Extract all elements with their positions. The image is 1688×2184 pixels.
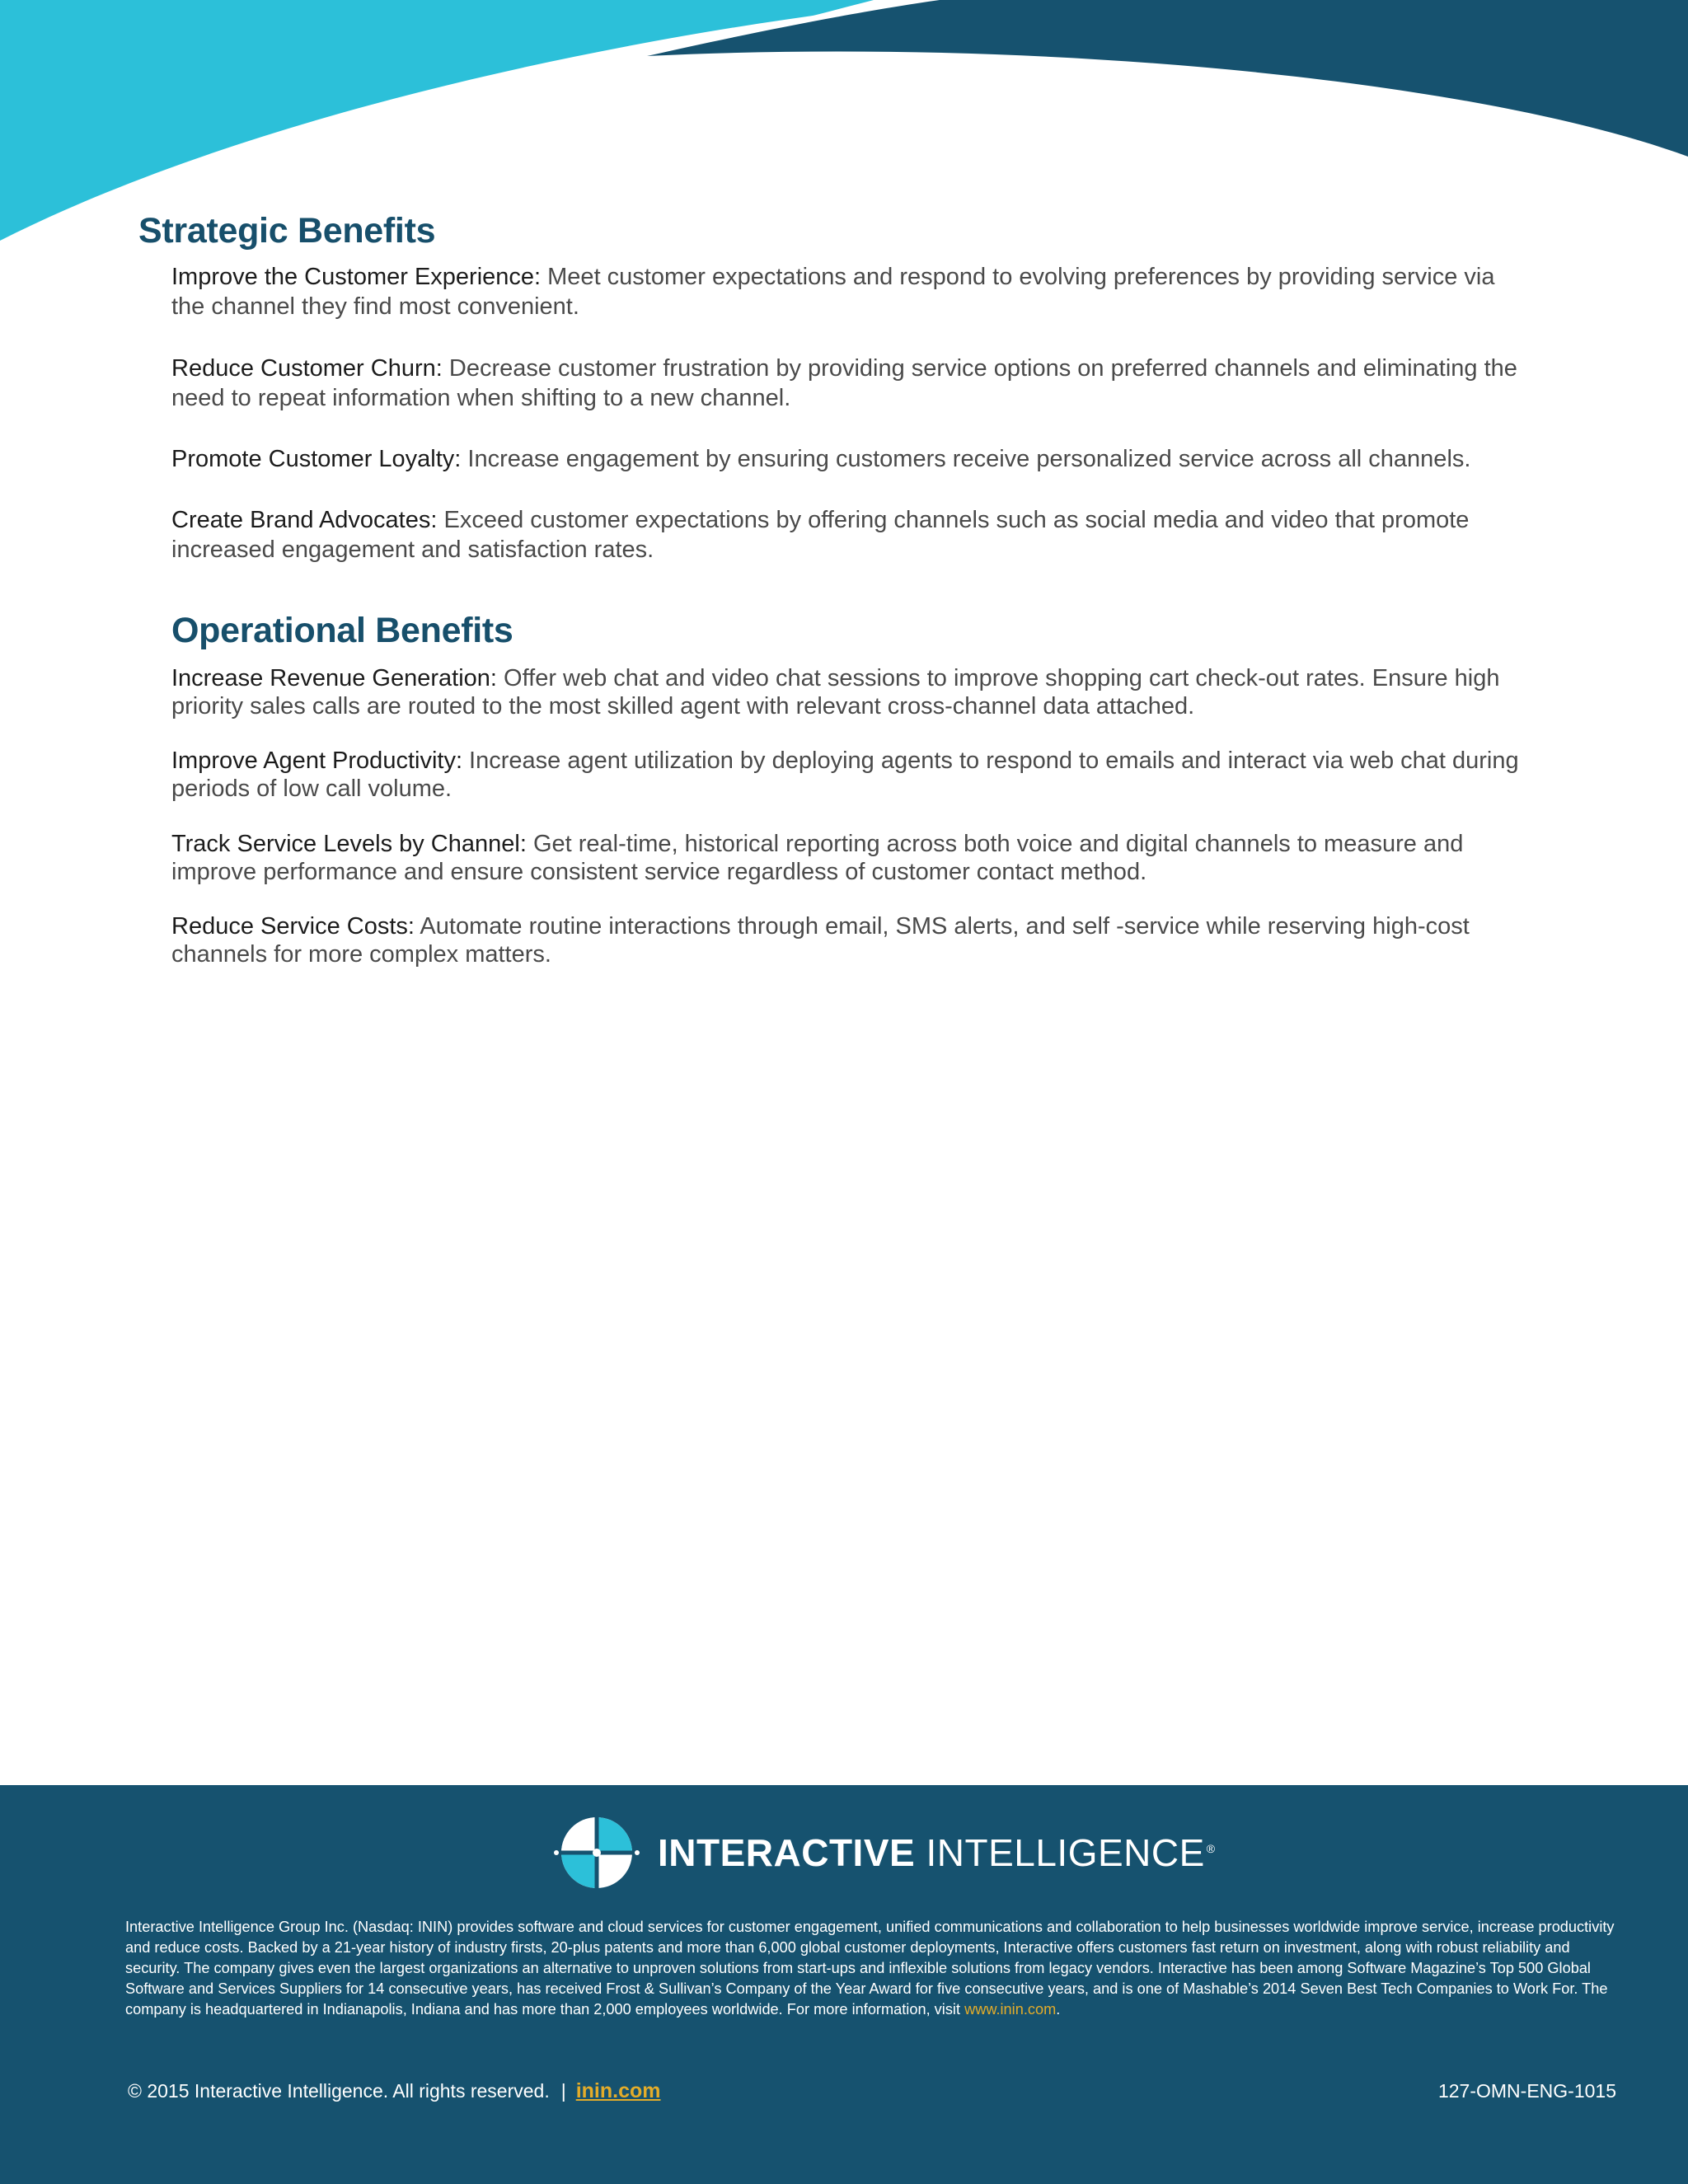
separator: | <box>560 2080 566 2102</box>
benefit-item <box>171 262 1523 321</box>
inin-website-link[interactable]: www.inin.com <box>964 2001 1057 2018</box>
benefit-item <box>171 830 1523 886</box>
benefit-term: Reduce Customer Churn: <box>171 355 443 382</box>
benefit-text: Get real-time, historical reporting across both voice and digital channels to measure and improve performance and ensure consistent service regardless of customer contact method. <box>171 831 1464 885</box>
benefit-text: Offer web chat and video chat sessions to improve shopping cart check-out rates. Ensure high priority sales calls are routed to the most skilled agent with relevant cross-channel data attached. <box>171 665 1500 719</box>
benefit-item <box>171 664 1523 720</box>
benefit-term: Track Service Levels by Channel: <box>171 831 527 857</box>
benefit-text: Decrease customer frustration by providing service options on preferred channels and eliminating the need to repeat information when shifting to a new channel. <box>171 355 1517 411</box>
benefit-term: Promote Customer Loyalty: <box>171 446 462 472</box>
benefit-term: Reduce Service Costs: <box>171 913 415 940</box>
benefit-item <box>171 747 1523 803</box>
benefit-term: Improve the Customer Experience: <box>171 264 542 290</box>
strategic-benefits-heading: Strategic Benefits <box>138 211 436 251</box>
company-logo <box>554 1815 1216 1891</box>
footer <box>0 1785 1688 2184</box>
copyright-text: © 2015 Interactive Intelligence. All rights reserved. <box>128 2080 550 2102</box>
benefit-text: Increase agent utilization by deploying agents to respond to emails and interact via web chat during periods of low call volume. <box>171 748 1519 802</box>
benefit-text: Increase engagement by ensuring customers receive personalized service across all channels. <box>461 446 1471 472</box>
benefit-item <box>171 354 1523 413</box>
benefit-item <box>171 505 1523 565</box>
benefit-item <box>171 444 1523 474</box>
benefit-item <box>171 912 1523 968</box>
footer-site-link[interactable]: inin.com <box>575 2079 661 2102</box>
benefit-text: Automate routine interactions through email, SMS alerts, and self -service while reserving high-cost channels for more complex matters. <box>171 913 1470 968</box>
operational-benefits-heading: Operational Benefits <box>171 611 513 650</box>
benefit-text: Meet customer expectations and respond to evolving preferences by providing service via the channel they find most convenient. <box>171 264 1495 320</box>
benefit-term: Increase Revenue Generation: <box>171 665 497 691</box>
benefit-term: Improve Agent Productivity: <box>171 748 462 774</box>
benefit-term: Create Brand Advocates: <box>171 507 438 533</box>
company-description: Interactive Intelligence Group Inc. (Nasdaq: ININ) provides software and cloud services for customer engagement, unified communications and collaboration to help businesses worldwide improve service, increase productivity and reduce costs. Backed by a 21-year history of industry firsts, 20-plus patents and more than 6,000 global customer deployments, Interactive offers customers fast return on investment, along with robust reliability and security. The company gives even the largest organizations an alternative to unproven solutions from start-ups and inflexible solutions from legacy vendors. Interactive has been among Software Magazine’s Top 500 Global Software and Services Suppliers for 14 consecutive years, has received Frost & Sullivan’s Company of the Year Award for five consecutive years, and is one of Mashable’s 2014 Seven Best Tech Companies to Work For. The company is headquartered in Indianapolis, Indiana and has more than 2,000 employees worldwide. For more information, visit www.inin.com. <box>125 1919 1615 2018</box>
interactive-intelligence-logo-icon <box>554 1815 640 1891</box>
benefit-text: Exceed customer expectations by offering channels such as social media and video that promote increased engagement and satisfaction rates. <box>171 507 1470 563</box>
document-id: 127-OMN-ENG-1015 <box>1437 2080 1616 2102</box>
logo-wordmark: INTERACTIVE INTELLIGENCE ® <box>658 1831 1216 1874</box>
copyright-line <box>128 2079 661 2103</box>
